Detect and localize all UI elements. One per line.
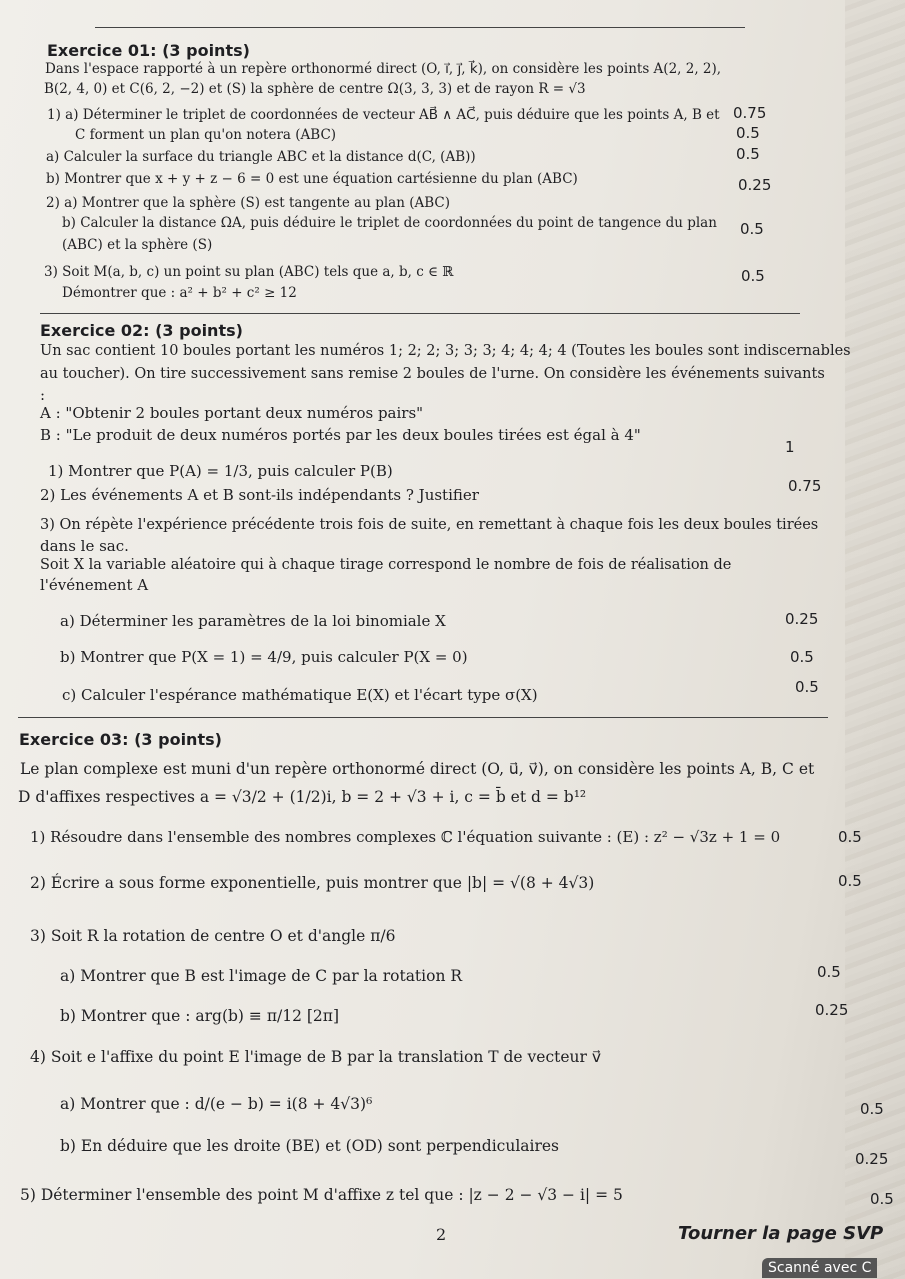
ex2-bottom-rule — [18, 717, 828, 718]
ex3-q1: 1) Résoudre dans l'ensemble des nombres complexes ℂ l'équation suivante : (E) : z² − √3z + 1 = 0 — [30, 828, 781, 846]
ex1-q1b-mark: 0.5 — [736, 124, 760, 142]
ex1-q2b: b) Calculer la distance ΩA, puis déduire le triplet de coordonnées du point de tangence du plan — [62, 215, 717, 231]
ex3-q1-mark: 0.5 — [838, 828, 862, 846]
ex1-q1a: 1) a) Déterminer le triplet de coordonnées de vecteur AB⃗ ∧ AC⃗, puis déduire que les points A, B et — [47, 107, 720, 123]
ex3-title: Exercice 03: (3 points) — [19, 730, 222, 749]
ex2-intro-line1: Un sac contient 10 boules portant les numéros 1; 2; 2; 3; 3; 3; 4; 4; 4; 4 (Toutes les boules sont indiscernables — [40, 343, 851, 359]
ex3-q5: 5) Déterminer l'ensemble des point M d'affixe z tel que : |z − 2 − √3 − i| = 5 — [20, 1186, 623, 1204]
ex3-q3: 3) Soit R la rotation de centre O et d'angle π/6 — [30, 927, 396, 945]
scanner-watermark: Scanné avec C — [762, 1258, 877, 1278]
ex2-q1-mark: 1 — [785, 438, 795, 456]
ex1-q1b: a) Calculer la surface du triangle ABC et la distance d(C, (AB)) — [46, 149, 476, 165]
ex2-q3c-mark: 0.5 — [795, 678, 819, 696]
ex3-q5-mark: 0.5 — [870, 1190, 894, 1208]
ex1-q3-cont: Démontrer que : a² + b² + c² ≥ 12 — [62, 285, 297, 301]
ex2-event-b: B : "Le produit de deux numéros portés par les deux boules tirées est égal à 4" — [40, 426, 641, 444]
ex1-intro-line1: Dans l'espace rapporté à un repère orthonormé direct (O, i⃗, j⃗, k⃗), on considère les points A(2, 2, 2), — [45, 61, 722, 77]
paper-edge-shadow — [845, 0, 905, 1279]
page-number: 2 — [436, 1225, 447, 1244]
ex2-q3-cont3: l'événement A — [40, 576, 149, 594]
ex3-q2-mark: 0.5 — [838, 872, 862, 890]
ex3-q4b: b) En déduire que les droite (BE) et (OD) sont perpendiculaires — [60, 1137, 560, 1155]
ex1-q1a-cont: C forment un plan qu'on notera (ABC) — [75, 127, 337, 143]
ex2-q2-mark: 0.75 — [788, 477, 822, 495]
ex3-q3b: b) Montrer que : arg(b) ≡ π/12 [2π] — [60, 1007, 340, 1025]
ex3-q3a-mark: 0.5 — [817, 963, 841, 981]
ex1-intro-line2: B(2, 4, 0) et C(6, 2, −2) et (S) la sphère de centre Ω(3, 3, 3) et de rayon R = √3 — [44, 81, 586, 97]
ex2-event-a: A : "Obtenir 2 boules portant deux numéros pairs" — [40, 404, 424, 422]
ex2-title: Exercice 02: (3 points) — [40, 321, 243, 340]
ex1-bottom-rule — [40, 313, 800, 314]
ex1-q2b-mark: 0.5 — [740, 220, 764, 238]
ex2-q3a-mark: 0.25 — [785, 610, 819, 628]
ex3-q4a-mark: 0.5 — [860, 1100, 884, 1118]
ex2-intro-line2: au toucher). On tire successivement sans remise 2 boules de l'urne. On considère les événements suivants — [40, 366, 825, 382]
ex2-q3b: b) Montrer que P(X = 1) = 4/9, puis calculer P(X = 0) — [60, 648, 468, 666]
ex1-q1c-mark: 0.5 — [736, 145, 760, 163]
ex1-q3-mark: 0.5 — [741, 267, 765, 285]
ex3-q4a: a) Montrer que : d/(e − b) = i(8 + 4√3)⁶ — [60, 1095, 373, 1113]
ex3-q4b-mark: 0.25 — [855, 1150, 889, 1168]
ex2-q2: 2) Les événements A et B sont-ils indépendants ? Justifier — [40, 486, 479, 504]
ex2-q3-cont2: Soit X la variable aléatoire qui à chaque tirage correspond le nombre de fois de réalisation de — [40, 557, 732, 573]
ex2-q1: 1) Montrer que P(A) = 1/3, puis calculer P(B) — [48, 462, 393, 480]
ex3-intro-line1: Le plan complexe est muni d'un repère orthonormé direct (O, u⃗, v⃗), on considère les points A, B, C et — [20, 760, 815, 778]
ex1-q3: 3) Soit M(a, b, c) un point su plan (ABC) tels que a, b, c ∈ ℝ — [44, 264, 454, 280]
ex3-q2: 2) Écrire a sous forme exponentielle, puis montrer que |b| = √(8 + 4√3) — [30, 874, 595, 892]
turn-page-note: Tourner la page SVP — [678, 1223, 884, 1244]
ex3-intro-line2: D d'affixes respectives a = √3/2 + (1/2)i, b = 2 + √3 + i, c = b̄ et d = b¹² — [18, 788, 587, 806]
ex2-colon: : — [40, 386, 46, 404]
ex1-title: Exercice 01: (3 points) — [47, 41, 250, 60]
ex2-q3c: c) Calculer l'espérance mathématique E(X) et l'écart type σ(X) — [62, 686, 538, 704]
ex1-q1c: b) Montrer que x + y + z − 6 = 0 est une équation cartésienne du plan (ABC) — [46, 171, 578, 187]
ex3-q4: 4) Soit e l'affixe du point E l'image de B par la translation T de vecteur v⃗ — [30, 1048, 602, 1066]
ex3-q3a: a) Montrer que B est l'image de C par la rotation R — [60, 967, 463, 985]
ex1-q2b-cont: (ABC) et la sphère (S) — [62, 237, 213, 253]
ex2-q3-cont1: dans le sac. — [40, 537, 129, 555]
ex2-q3: 3) On répète l'expérience précédente trois fois de suite, en remettant à chaque fois les deux boules tirées — [40, 517, 819, 533]
ex1-q1a-mark: 0.75 — [733, 104, 767, 122]
ex1-q2a-mark: 0.25 — [738, 176, 772, 194]
ex1-q2a: 2) a) Montrer que la sphère (S) est tangente au plan (ABC) — [46, 195, 450, 211]
ex3-q3b-mark: 0.25 — [815, 1001, 849, 1019]
ex2-q3b-mark: 0.5 — [790, 648, 814, 666]
ex2-q3a: a) Déterminer les paramètres de la loi binomiale X — [60, 612, 446, 630]
top-rule — [95, 27, 745, 28]
